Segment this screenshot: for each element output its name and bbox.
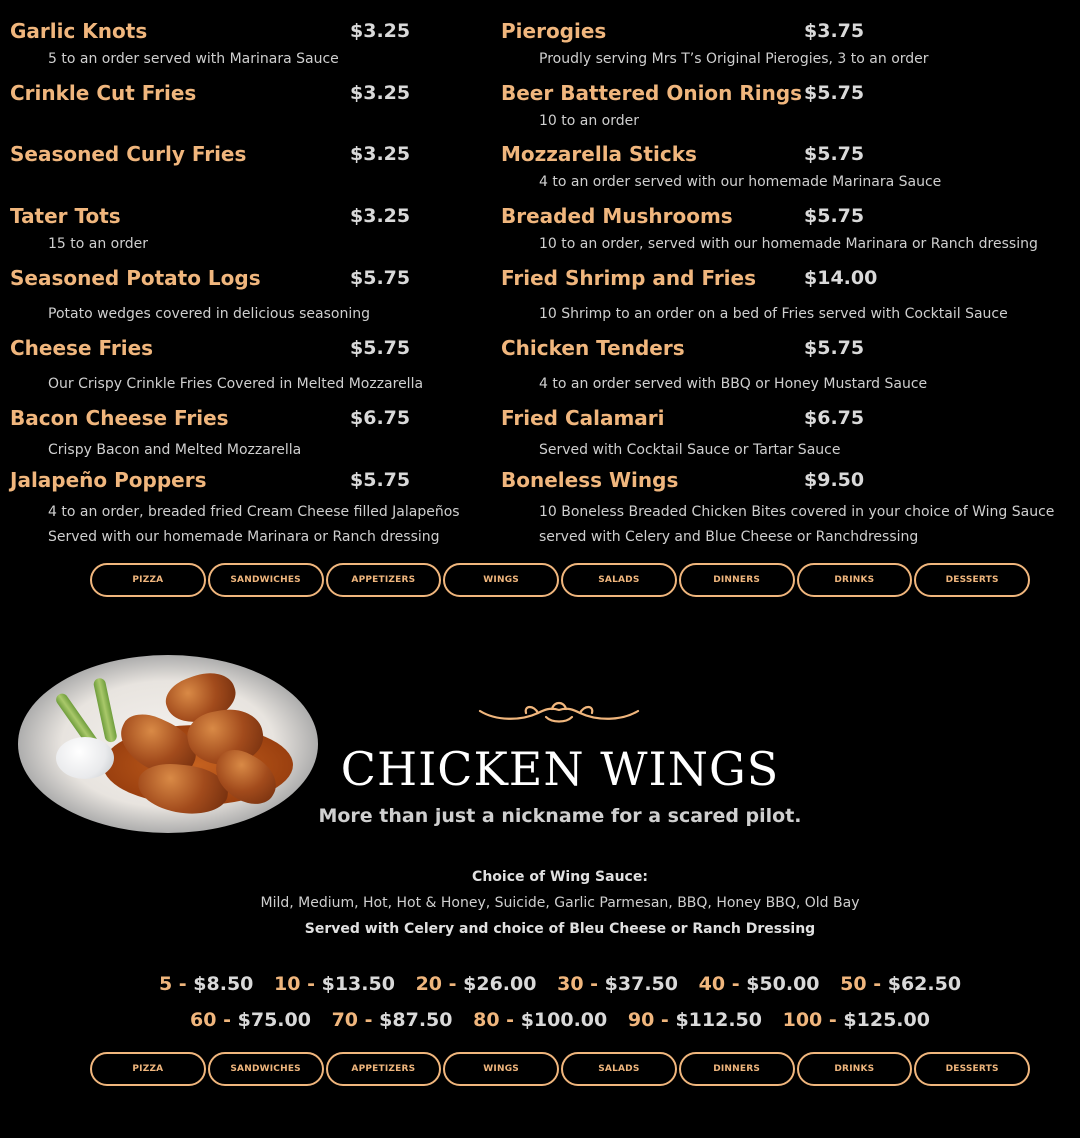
nav-desserts-button[interactable]: DESSERTS [914, 1052, 1030, 1086]
item-description: Crispy Bacon and Melted Mozzarella [48, 442, 302, 458]
wing-price-entry: 60 - $75.00 [190, 1009, 311, 1031]
item-name: Mozzarella Sticks [501, 142, 697, 166]
nav-drinks-button[interactable]: DRINKS [797, 1052, 913, 1086]
item-name: Breaded Mushrooms [501, 204, 733, 228]
item-price: $5.75 [350, 267, 411, 289]
nav-wings-button[interactable]: WINGS [443, 563, 559, 597]
item-description: 15 to an order [48, 236, 149, 252]
item-description: 10 Boneless Breaded Chicken Bites covered in your choice of Wing Sauce [539, 504, 1055, 520]
item-name: Cheese Fries [10, 336, 154, 360]
celery-stick [93, 677, 118, 743]
item-description: Served with Cocktail Sauce or Tartar Sauce [539, 442, 841, 458]
wing-price-entry: 100 - $125.00 [782, 1009, 930, 1031]
item-price: $3.25 [350, 20, 411, 42]
item-price: $3.75 [804, 20, 865, 42]
item-name: Seasoned Potato Logs [10, 266, 261, 290]
item-price: $5.75 [804, 143, 865, 165]
item-description-line2: served with Celery and Blue Cheese or Ranchdressing [539, 529, 919, 545]
wing-price-entry: 40 - $50.00 [698, 973, 820, 995]
item-description: 10 to an order [539, 113, 640, 129]
item-price: $9.50 [804, 469, 865, 491]
served-with-note: Served with Celery and choice of Bleu Cheese or Ranch Dressing [304, 921, 816, 937]
item-price: $3.25 [350, 143, 411, 165]
section-title: CHICKEN WINGS [340, 742, 780, 796]
item-name: Crinkle Cut Fries [10, 81, 197, 105]
wing-price-entry: 90 - $112.50 [627, 1009, 762, 1031]
item-name: Fried Calamari [501, 406, 665, 430]
nav-sandwiches-button[interactable]: SANDWICHES [208, 563, 324, 597]
nav-dinners-button[interactable]: DINNERS [679, 1052, 795, 1086]
nav-salads-button[interactable]: SALADS [561, 563, 677, 597]
item-description: 10 Shrimp to an order on a bed of Fries served with Cocktail Sauce [539, 306, 1008, 322]
nav-pizza-button[interactable]: PIZZA [90, 563, 206, 597]
wing-price-entry: 80 - $100.00 [473, 1009, 608, 1031]
sauce-list: Mild, Medium, Hot, Hot & Honey, Suicide, Garlic Parmesan, BBQ, Honey BBQ, Old Bay [260, 895, 860, 911]
nav-salads-button[interactable]: SALADS [561, 1052, 677, 1086]
item-description-line2: Served with our homemade Marinara or Ranch dressing [48, 529, 440, 545]
wing-price-row-2 [0, 1009, 1080, 1031]
item-name: Pierogies [501, 19, 607, 43]
nav-sandwiches-button[interactable]: SANDWICHES [208, 1052, 324, 1086]
item-price: $5.75 [350, 469, 411, 491]
section-subtitle: More than just a nickname for a scared pilot. [318, 805, 802, 827]
item-price: $6.75 [804, 407, 865, 429]
item-name: Boneless Wings [501, 468, 679, 492]
wing-price-entry: 50 - $62.50 [840, 973, 962, 995]
item-name: Jalapeño Poppers [10, 468, 207, 492]
wing-price-entry: 20 - $26.00 [415, 973, 537, 995]
item-description: 4 to an order served with BBQ or Honey Mustard Sauce [539, 376, 928, 392]
item-price: $5.75 [804, 82, 865, 104]
item-name: Garlic Knots [10, 19, 148, 43]
item-price: $5.75 [804, 337, 865, 359]
item-description: Our Crispy Crinkle Fries Covered in Melted Mozzarella [48, 376, 424, 392]
item-description: 5 to an order served with Marinara Sauce [48, 51, 339, 67]
item-price: $5.75 [804, 205, 865, 227]
nav-pizza-button[interactable]: PIZZA [90, 1052, 206, 1086]
item-price: $6.75 [350, 407, 411, 429]
nav-drinks-button[interactable]: DRINKS [797, 563, 913, 597]
item-name: Chicken Tenders [501, 336, 685, 360]
nav-wings-button[interactable]: WINGS [443, 1052, 559, 1086]
item-description: Proudly serving Mrs T’s Original Pierogies, 3 to an order [539, 51, 929, 67]
wing-price-entry: 30 - $37.50 [557, 973, 678, 995]
sauce-heading: Choice of Wing Sauce: [472, 869, 648, 885]
wing-price-entry: 5 - $8.50 [158, 973, 254, 995]
wing-price-entry: 70 - $87.50 [331, 1009, 453, 1031]
wing-price-entry: 10 - $13.50 [274, 973, 395, 995]
item-name: Tater Tots [10, 204, 121, 228]
item-description: Potato wedges covered in delicious seasoning [48, 306, 370, 322]
nav-appetizers-button[interactable]: APPETIZERS [326, 563, 442, 597]
item-description: 4 to an order, breaded fried Cream Cheese filled Jalapeños [48, 504, 460, 520]
category-nav-top [90, 563, 1030, 597]
item-name: Beer Battered Onion Rings [501, 81, 803, 105]
item-name: Seasoned Curly Fries [10, 142, 247, 166]
item-price: $3.25 [350, 205, 411, 227]
item-description: 10 to an order, served with our homemade Marinara or Ranch dressing [539, 236, 1038, 252]
nav-appetizers-button[interactable]: APPETIZERS [326, 1052, 442, 1086]
item-description: 4 to an order served with our homemade Marinara Sauce [539, 174, 942, 190]
flourish-ornament-icon [476, 697, 642, 727]
nav-desserts-button[interactable]: DESSERTS [914, 563, 1030, 597]
item-name: Bacon Cheese Fries [10, 406, 229, 430]
category-nav-bottom [90, 1052, 1030, 1086]
wing-price-row-1 [0, 973, 1080, 995]
item-price: $3.25 [350, 82, 411, 104]
item-name: Fried Shrimp and Fries [501, 266, 757, 290]
item-price: $5.75 [350, 337, 411, 359]
nav-dinners-button[interactable]: DINNERS [679, 563, 795, 597]
item-price: $14.00 [804, 267, 878, 289]
